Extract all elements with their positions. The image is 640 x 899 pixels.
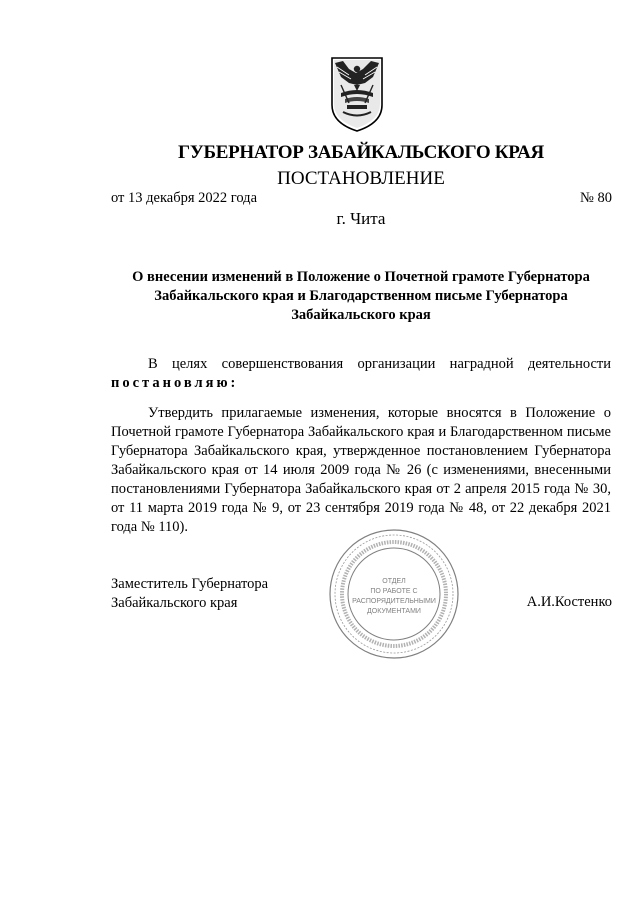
stamp-line-1: ОТДЕЛ	[382, 578, 406, 585]
official-seal-stamp	[327, 527, 461, 661]
authority-title: ГУБЕРНАТОР ЗАБАЙКАЛЬСКОГО КРАЯ	[178, 142, 544, 163]
document-number: № 80	[580, 190, 612, 206]
document-subject: О внесении изменений в Положение о Почетной грамоте Губернатора Забайкальского края и Благодарственном письме Губернатора Забайкальского края	[132, 269, 590, 323]
stamp-line-2: ПО РАБОТЕ С	[370, 588, 418, 595]
document-date: от 13 декабря 2022 года	[111, 190, 257, 206]
document-city: г. Чита	[336, 209, 386, 228]
signatory-name: А.И.Костенко	[526, 594, 612, 610]
signatory-position	[111, 575, 268, 613]
coat-of-arms-emblem	[329, 55, 385, 133]
main-paragraph: Утвердить прилагаемые изменения, которые вносятся в Положение о Почетной грамоте Губернатора Забайкальского края и Благодарственном письме Губернатора Забайкальского края, утвержденное постановлением Губернатора Забайкальского края от 14 июля 2009 года № 26 (с изменениями, внесенными постановлениями Губернатора Забайкальского края от 2 апреля 2015 года № 30, от 11 марта 2019 года № 9, от 23 сентября 2019 года № 48, от 22 декабря 2021 года № 110).	[111, 405, 611, 535]
signatory-position-line2: Забайкальского края	[111, 595, 238, 611]
preamble-paragraph	[111, 355, 611, 393]
decree-word: постановляю:	[111, 375, 239, 391]
signatory-position-line1: Заместитель Губернатора	[111, 576, 269, 592]
stamp-line-3: РАСПОРЯДИТЕЛЬНЫМИ	[352, 598, 436, 605]
preamble-text: В целях совершенствования организации наградной деятельности	[148, 356, 611, 372]
document-type: ПОСТАНОВЛЕНИЕ	[277, 168, 445, 189]
stamp-line-4: ДОКУМЕНТАМИ	[367, 608, 421, 615]
